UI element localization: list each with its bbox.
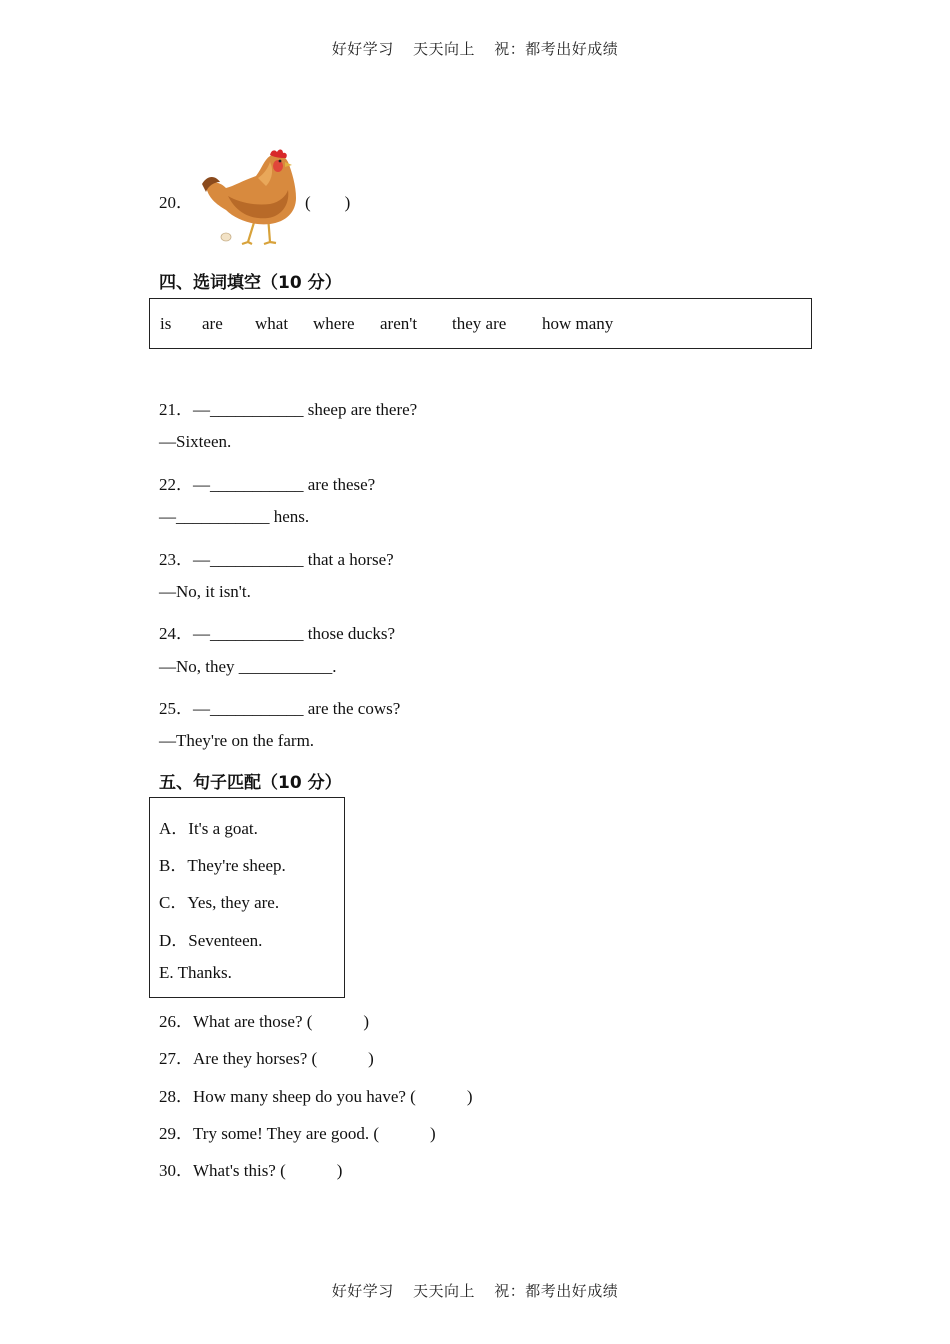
q21-answer: —Sixteen.	[159, 432, 232, 451]
q29-question: 29．Try some! They are good. ( )	[159, 1124, 436, 1143]
footer-text-1: 好好学习	[331, 1282, 394, 1300]
footer-text-3: 祝：都考出好成绩	[494, 1282, 619, 1300]
page-header	[0, 38, 950, 59]
section5-title: 五、句子匹配（10 分）	[159, 773, 342, 793]
option-c: C．Yes, they are.	[159, 893, 280, 912]
word-bank-item: they are	[452, 314, 507, 333]
q21-question: 21．—___________ sheep are there?	[159, 400, 418, 419]
q23-answer: —No, it isn't.	[159, 582, 251, 601]
header-text-2: 天天向上	[412, 40, 475, 58]
q22-answer: —___________ hens.	[159, 507, 310, 526]
options-box	[149, 797, 345, 998]
word-bank-item: is	[160, 314, 172, 333]
q24-question: 24．—___________ those ducks?	[159, 624, 396, 643]
section4-title: 四、选词填空（10 分）	[159, 273, 342, 293]
word-bank-item: where	[313, 314, 355, 333]
option-d: D．Seventeen.	[159, 931, 263, 950]
q28-question: 28．How many sheep do you have? ( )	[159, 1087, 473, 1106]
q26-question: 26．What are those? ( )	[159, 1012, 370, 1031]
q20-answer-blank[interactable]: ( )	[305, 193, 351, 212]
q30-question: 30．What's this? ( )	[159, 1161, 343, 1180]
page-footer	[0, 1280, 950, 1301]
word-bank-item: are	[202, 314, 223, 333]
footer-text-2: 天天向上	[412, 1282, 475, 1300]
q25-answer: —They're on the farm.	[159, 731, 315, 750]
q23-question: 23．—___________ that a horse?	[159, 550, 394, 569]
option-a: A．It's a goat.	[159, 819, 258, 838]
header-text-3: 祝：都考出好成绩	[494, 40, 619, 58]
q27-question: 27．Are they horses? ( )	[159, 1049, 374, 1068]
q25-question: 25．—___________ are the cows?	[159, 699, 401, 718]
option-e: E. Thanks.	[159, 963, 232, 982]
option-b: B．They're sheep.	[159, 856, 286, 875]
word-bank-item: how many	[542, 314, 614, 333]
hen-icon	[198, 146, 302, 246]
word-bank-box	[149, 298, 812, 349]
q22-question: 22．—___________ are these?	[159, 475, 376, 494]
q20-number: 20．	[159, 193, 193, 212]
word-bank-item: aren't	[380, 314, 418, 333]
header-text-1: 好好学习	[331, 40, 394, 58]
word-bank-item: what	[255, 314, 289, 333]
q24-answer: —No, they ___________.	[159, 657, 337, 676]
